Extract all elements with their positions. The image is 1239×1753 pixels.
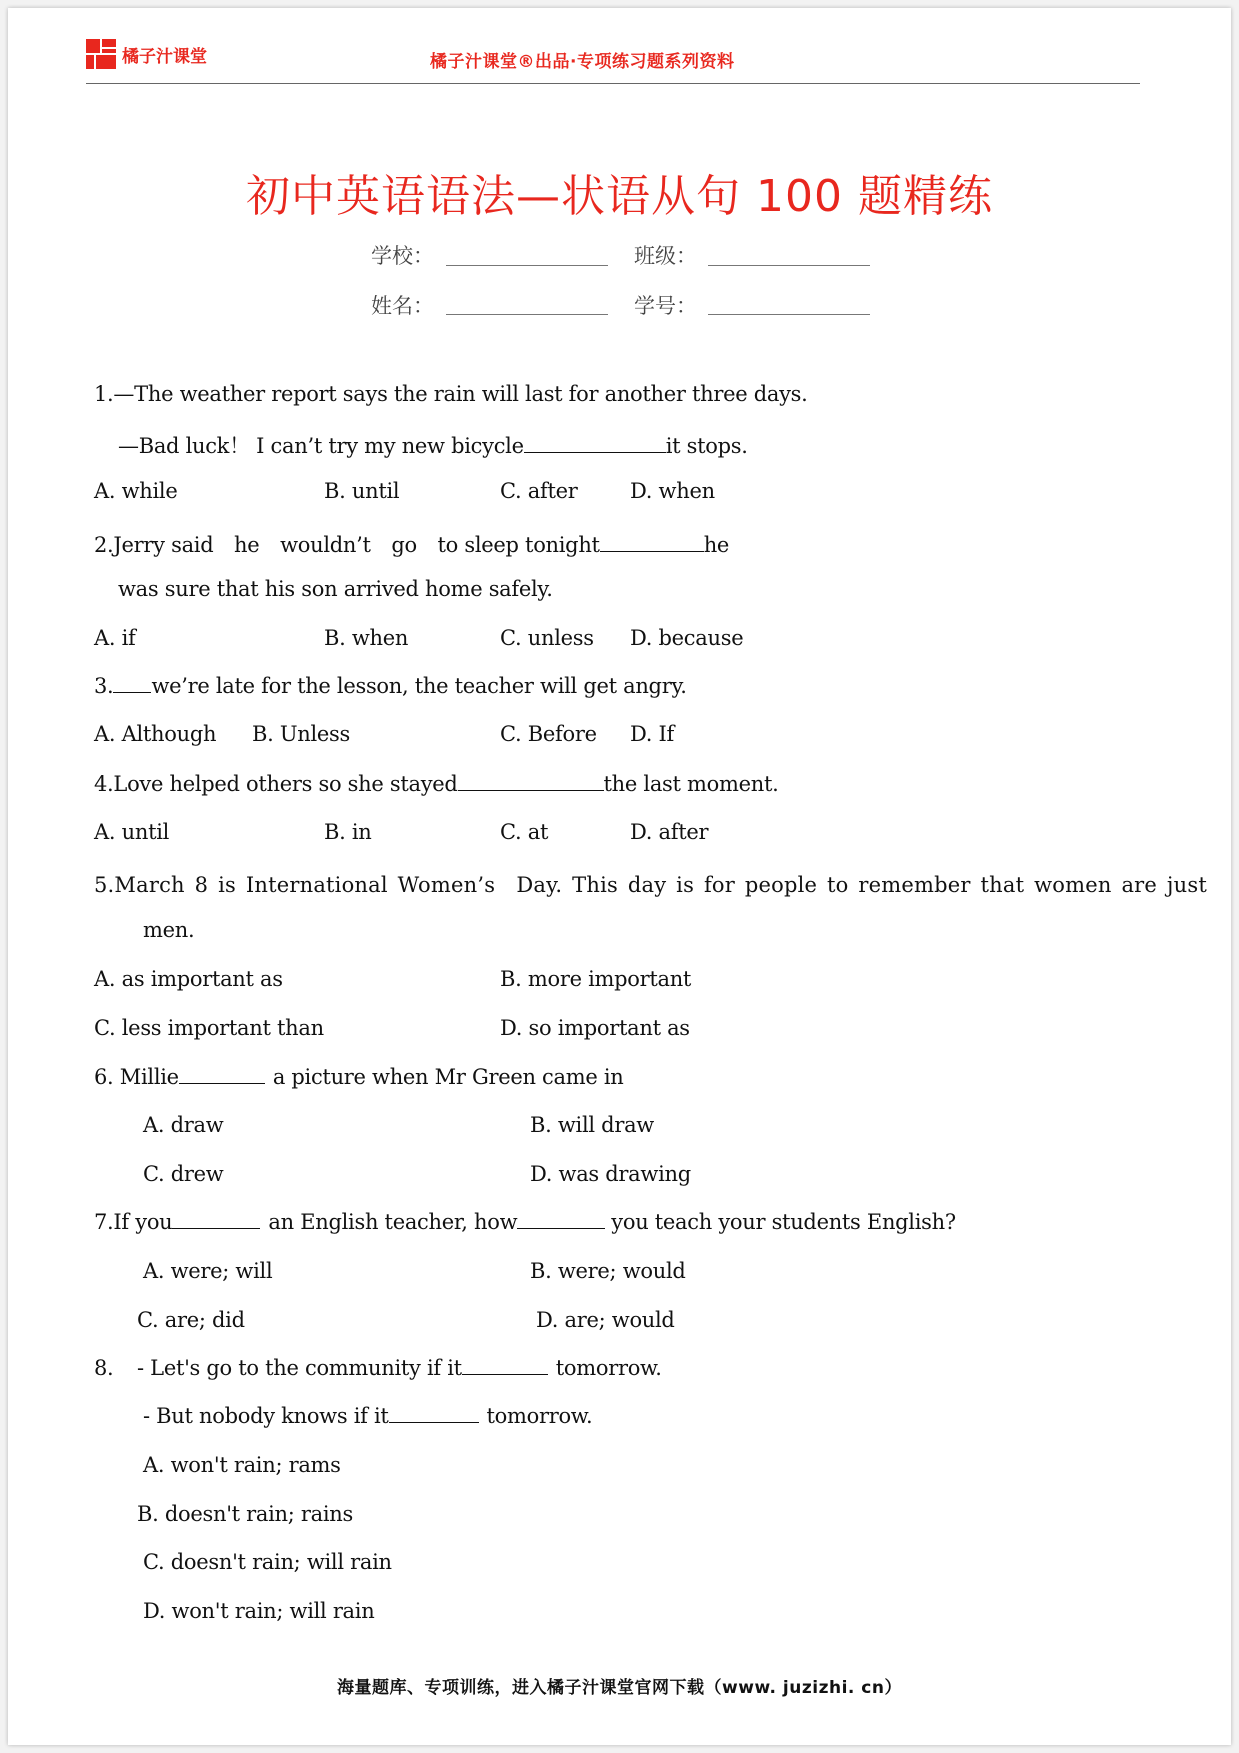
answer-blank[interactable] (524, 434, 666, 453)
option[interactable]: A. as important as (94, 967, 283, 991)
header-divider (86, 83, 1140, 84)
option[interactable]: D. won't rain; will rain (143, 1599, 375, 1623)
class-field[interactable] (708, 265, 870, 266)
class-label: 班级： (634, 244, 697, 268)
question-8-reply: - But nobody knows if it tomorrow. (143, 1404, 593, 1428)
option[interactable]: A. until (94, 820, 170, 844)
document-title: 初中英语语法—状语从句 100 题精练 (246, 171, 993, 222)
student-id-field[interactable] (708, 314, 870, 315)
answer-blank[interactable] (462, 1356, 548, 1375)
option[interactable]: A. while (94, 479, 178, 503)
question-5-continued: men. (143, 918, 195, 942)
question-7-stem: 7.If you an English teacher, how you teach your students English? (94, 1210, 956, 1234)
option[interactable]: C. drew (143, 1162, 224, 1186)
option[interactable]: B. will draw (530, 1113, 654, 1137)
option[interactable]: A. draw (143, 1113, 224, 1137)
option[interactable]: A. were; will (143, 1259, 273, 1283)
logo-icon (86, 39, 116, 69)
option[interactable]: B. Unless (252, 722, 351, 746)
option[interactable]: C. at (500, 820, 549, 844)
option[interactable]: D. was drawing (530, 1162, 691, 1186)
answer-blank[interactable] (517, 1210, 605, 1229)
option[interactable]: A. if (94, 626, 136, 650)
option[interactable]: C. less important than (94, 1016, 324, 1040)
question-5-stem: 5.March 8 is International Women’s Day. This day is for people to remember that women are just (94, 873, 1207, 897)
option[interactable]: C. unless (500, 626, 594, 650)
page-footer: 海量题库、专项训练，进入橘子汁课堂官网下载（www. juzizhi. cn） (337, 1678, 902, 1698)
option[interactable]: C. are; did (137, 1308, 245, 1332)
option[interactable]: D. because (630, 626, 744, 650)
answer-blank[interactable] (600, 533, 704, 552)
option[interactable]: B. doesn't rain; rains (137, 1502, 354, 1526)
option[interactable]: B. until (324, 479, 400, 503)
question-1-stem: 1.—The weather report says the rain will last for another three days. (94, 382, 808, 406)
question-4-stem: 4.Love helped others so she stayed the last moment. (94, 772, 779, 796)
question-8-number: 8. (94, 1356, 114, 1380)
brand-logo (86, 34, 207, 74)
option[interactable]: D. If (630, 722, 675, 746)
question-1-reply: —Bad luck！ I can’t try my new bicycle it stops. (118, 434, 748, 458)
option[interactable]: B. when (324, 626, 409, 650)
option[interactable]: C. doesn't rain; will rain (143, 1550, 392, 1574)
option[interactable]: A. Although (94, 722, 217, 746)
option[interactable]: C. Before (500, 722, 597, 746)
option[interactable]: C. after (500, 479, 578, 503)
option[interactable]: B. were; would (530, 1259, 686, 1283)
option[interactable]: D. after (630, 820, 709, 844)
option[interactable]: B. more important (500, 967, 692, 991)
school-label: 学校： (371, 244, 434, 268)
name-label: 姓名： (371, 294, 434, 318)
header-title: 橘子汁课堂®出品·专项练习题系列资料 (430, 52, 735, 72)
logo-text: 橘子汁课堂 (122, 46, 207, 67)
question-8-stem: - Let's go to the community if it tomorrow. (137, 1356, 662, 1380)
question-3-stem: 3. we’re late for the lesson, the teacher will get angry. (94, 674, 687, 698)
name-field[interactable] (446, 314, 608, 315)
option[interactable]: D. when (630, 479, 715, 503)
question-6-stem: 6. Millie a picture when Mr Green came in (94, 1065, 624, 1089)
answer-blank[interactable] (172, 1210, 260, 1229)
option[interactable]: B. in (324, 820, 372, 844)
question-2-stem: 2.Jerry said he wouldn’t go to sleep tonight he (94, 533, 730, 557)
question-2-continued: was sure that his son arrived home safely. (118, 577, 553, 601)
option[interactable]: D. are; would (536, 1308, 675, 1332)
option[interactable]: D. so important as (500, 1016, 690, 1040)
answer-blank[interactable] (113, 674, 151, 693)
answer-blank[interactable] (458, 772, 604, 791)
option[interactable]: A. won't rain; rams (143, 1453, 341, 1477)
student-id-label: 学号： (634, 294, 697, 318)
school-field[interactable] (446, 265, 608, 266)
answer-blank[interactable] (179, 1065, 265, 1084)
answer-blank[interactable] (389, 1404, 479, 1423)
